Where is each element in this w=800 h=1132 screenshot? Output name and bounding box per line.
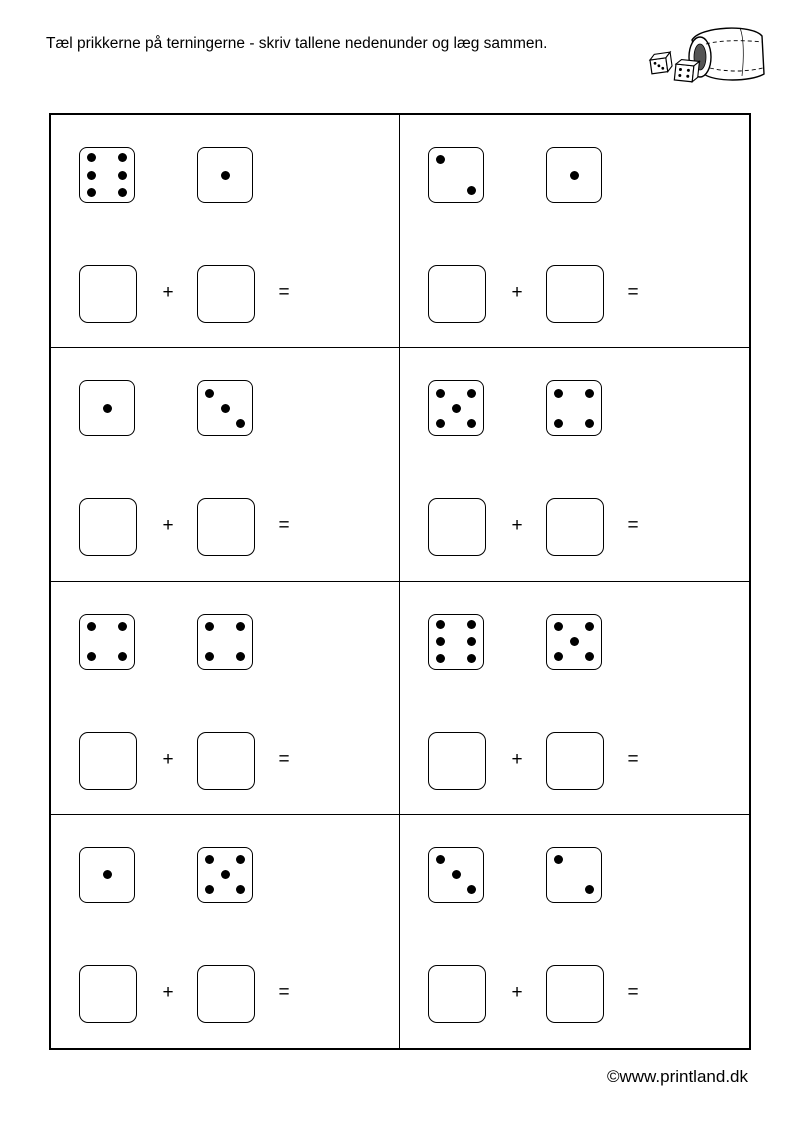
answer-box-b[interactable] — [197, 498, 255, 556]
die-pip — [236, 652, 245, 661]
die-pip — [221, 171, 230, 180]
die-pip — [467, 186, 476, 195]
die-pip — [236, 622, 245, 631]
die-a — [79, 147, 135, 203]
die-b — [546, 847, 602, 903]
answer-box-a[interactable] — [79, 265, 137, 323]
die-pip — [436, 855, 445, 864]
instruction-text: Tæl prikkerne på terningerne - skriv tallene nedenunder og læg sammen. — [46, 35, 548, 52]
die-b — [546, 380, 602, 436]
die-pip — [570, 637, 579, 646]
die-pip — [436, 419, 445, 428]
die-pip — [87, 188, 96, 197]
die-pip — [103, 404, 112, 413]
answer-box-a[interactable] — [79, 498, 137, 556]
problem-cell — [400, 582, 749, 815]
die-pip — [87, 652, 96, 661]
equals-sign: = — [627, 515, 639, 537]
die-pip — [554, 389, 563, 398]
die-pip — [452, 404, 461, 413]
equals-sign: = — [627, 748, 639, 770]
answer-box-b[interactable] — [546, 965, 604, 1023]
die-pip — [118, 622, 127, 631]
die-pip — [236, 419, 245, 428]
die-pip — [585, 622, 594, 631]
problem-cell — [51, 582, 400, 815]
die-pip — [205, 652, 214, 661]
die-pip — [467, 419, 476, 428]
plus-sign: + — [511, 748, 523, 770]
answer-box-b[interactable] — [546, 265, 604, 323]
plus-sign: + — [162, 515, 174, 537]
die-pip — [205, 885, 214, 894]
answer-box-b[interactable] — [546, 498, 604, 556]
die-b — [546, 614, 602, 670]
die-pip — [87, 622, 96, 631]
die-pip — [118, 188, 127, 197]
die-pip — [585, 652, 594, 661]
problem-cell — [400, 348, 749, 581]
plus-sign: + — [162, 981, 174, 1003]
answer-box-a[interactable] — [79, 965, 137, 1023]
equals-sign: = — [278, 282, 290, 303]
die-pip — [585, 389, 594, 398]
die-pip — [118, 652, 127, 661]
equals-sign: = — [627, 282, 639, 303]
answer-box-a[interactable] — [79, 732, 137, 790]
die-a — [428, 847, 484, 903]
answer-box-b[interactable] — [197, 965, 255, 1023]
die-pip — [221, 404, 230, 413]
die-pip — [467, 620, 476, 629]
answer-box-a[interactable] — [428, 732, 486, 790]
die-a — [79, 614, 135, 670]
die-pip — [205, 389, 214, 398]
die-pip — [205, 622, 214, 631]
die-pip — [205, 855, 214, 864]
equals-sign: = — [627, 981, 639, 1003]
die-a — [428, 147, 484, 203]
problem-cell — [51, 348, 400, 581]
die-a — [79, 380, 135, 436]
die-pip — [452, 870, 461, 879]
die-pip — [467, 654, 476, 663]
answer-box-a[interactable] — [428, 965, 486, 1023]
plus-sign: + — [162, 282, 174, 303]
plus-sign: + — [511, 282, 523, 303]
equals-sign: = — [278, 748, 290, 770]
die-b — [197, 847, 253, 903]
die-a — [79, 847, 135, 903]
die-pip — [118, 171, 127, 180]
die-pip — [103, 870, 112, 879]
plus-sign: + — [162, 748, 174, 770]
die-pip — [87, 153, 96, 162]
answer-box-b[interactable] — [197, 265, 255, 323]
exercise-grid — [49, 113, 751, 1050]
die-pip — [436, 654, 445, 663]
die-b — [197, 380, 253, 436]
die-pip — [236, 855, 245, 864]
die-pip — [585, 419, 594, 428]
die-a — [428, 380, 484, 436]
die-pip — [221, 870, 230, 879]
die-b — [197, 614, 253, 670]
problem-cell — [400, 815, 749, 1048]
die-a — [428, 614, 484, 670]
die-pip — [570, 171, 579, 180]
die-b — [197, 147, 253, 203]
die-pip — [436, 155, 445, 164]
die-pip — [467, 885, 476, 894]
die-pip — [118, 153, 127, 162]
dice-cup-icon — [640, 18, 770, 90]
die-b — [546, 147, 602, 203]
die-pip — [436, 637, 445, 646]
plus-sign: + — [511, 981, 523, 1003]
die-pip — [467, 637, 476, 646]
die-pip — [585, 885, 594, 894]
problem-cell — [51, 115, 400, 348]
equals-sign: = — [278, 981, 290, 1003]
plus-sign: + — [511, 515, 523, 537]
problem-cell — [51, 815, 400, 1048]
answer-box-a[interactable] — [428, 265, 486, 323]
answer-box-a[interactable] — [428, 498, 486, 556]
die-pip — [467, 389, 476, 398]
die-pip — [436, 389, 445, 398]
die-pip — [554, 855, 563, 864]
die-pip — [554, 419, 563, 428]
answer-box-b[interactable] — [546, 732, 604, 790]
die-pip — [554, 652, 563, 661]
footer-credit: ©www.printland.dk — [606, 1067, 748, 1086]
die-pip — [236, 885, 245, 894]
equals-sign: = — [278, 515, 290, 537]
die-pip — [554, 622, 563, 631]
die-pip — [87, 171, 96, 180]
die-pip — [436, 620, 445, 629]
answer-box-b[interactable] — [197, 732, 255, 790]
problem-cell — [400, 115, 749, 348]
